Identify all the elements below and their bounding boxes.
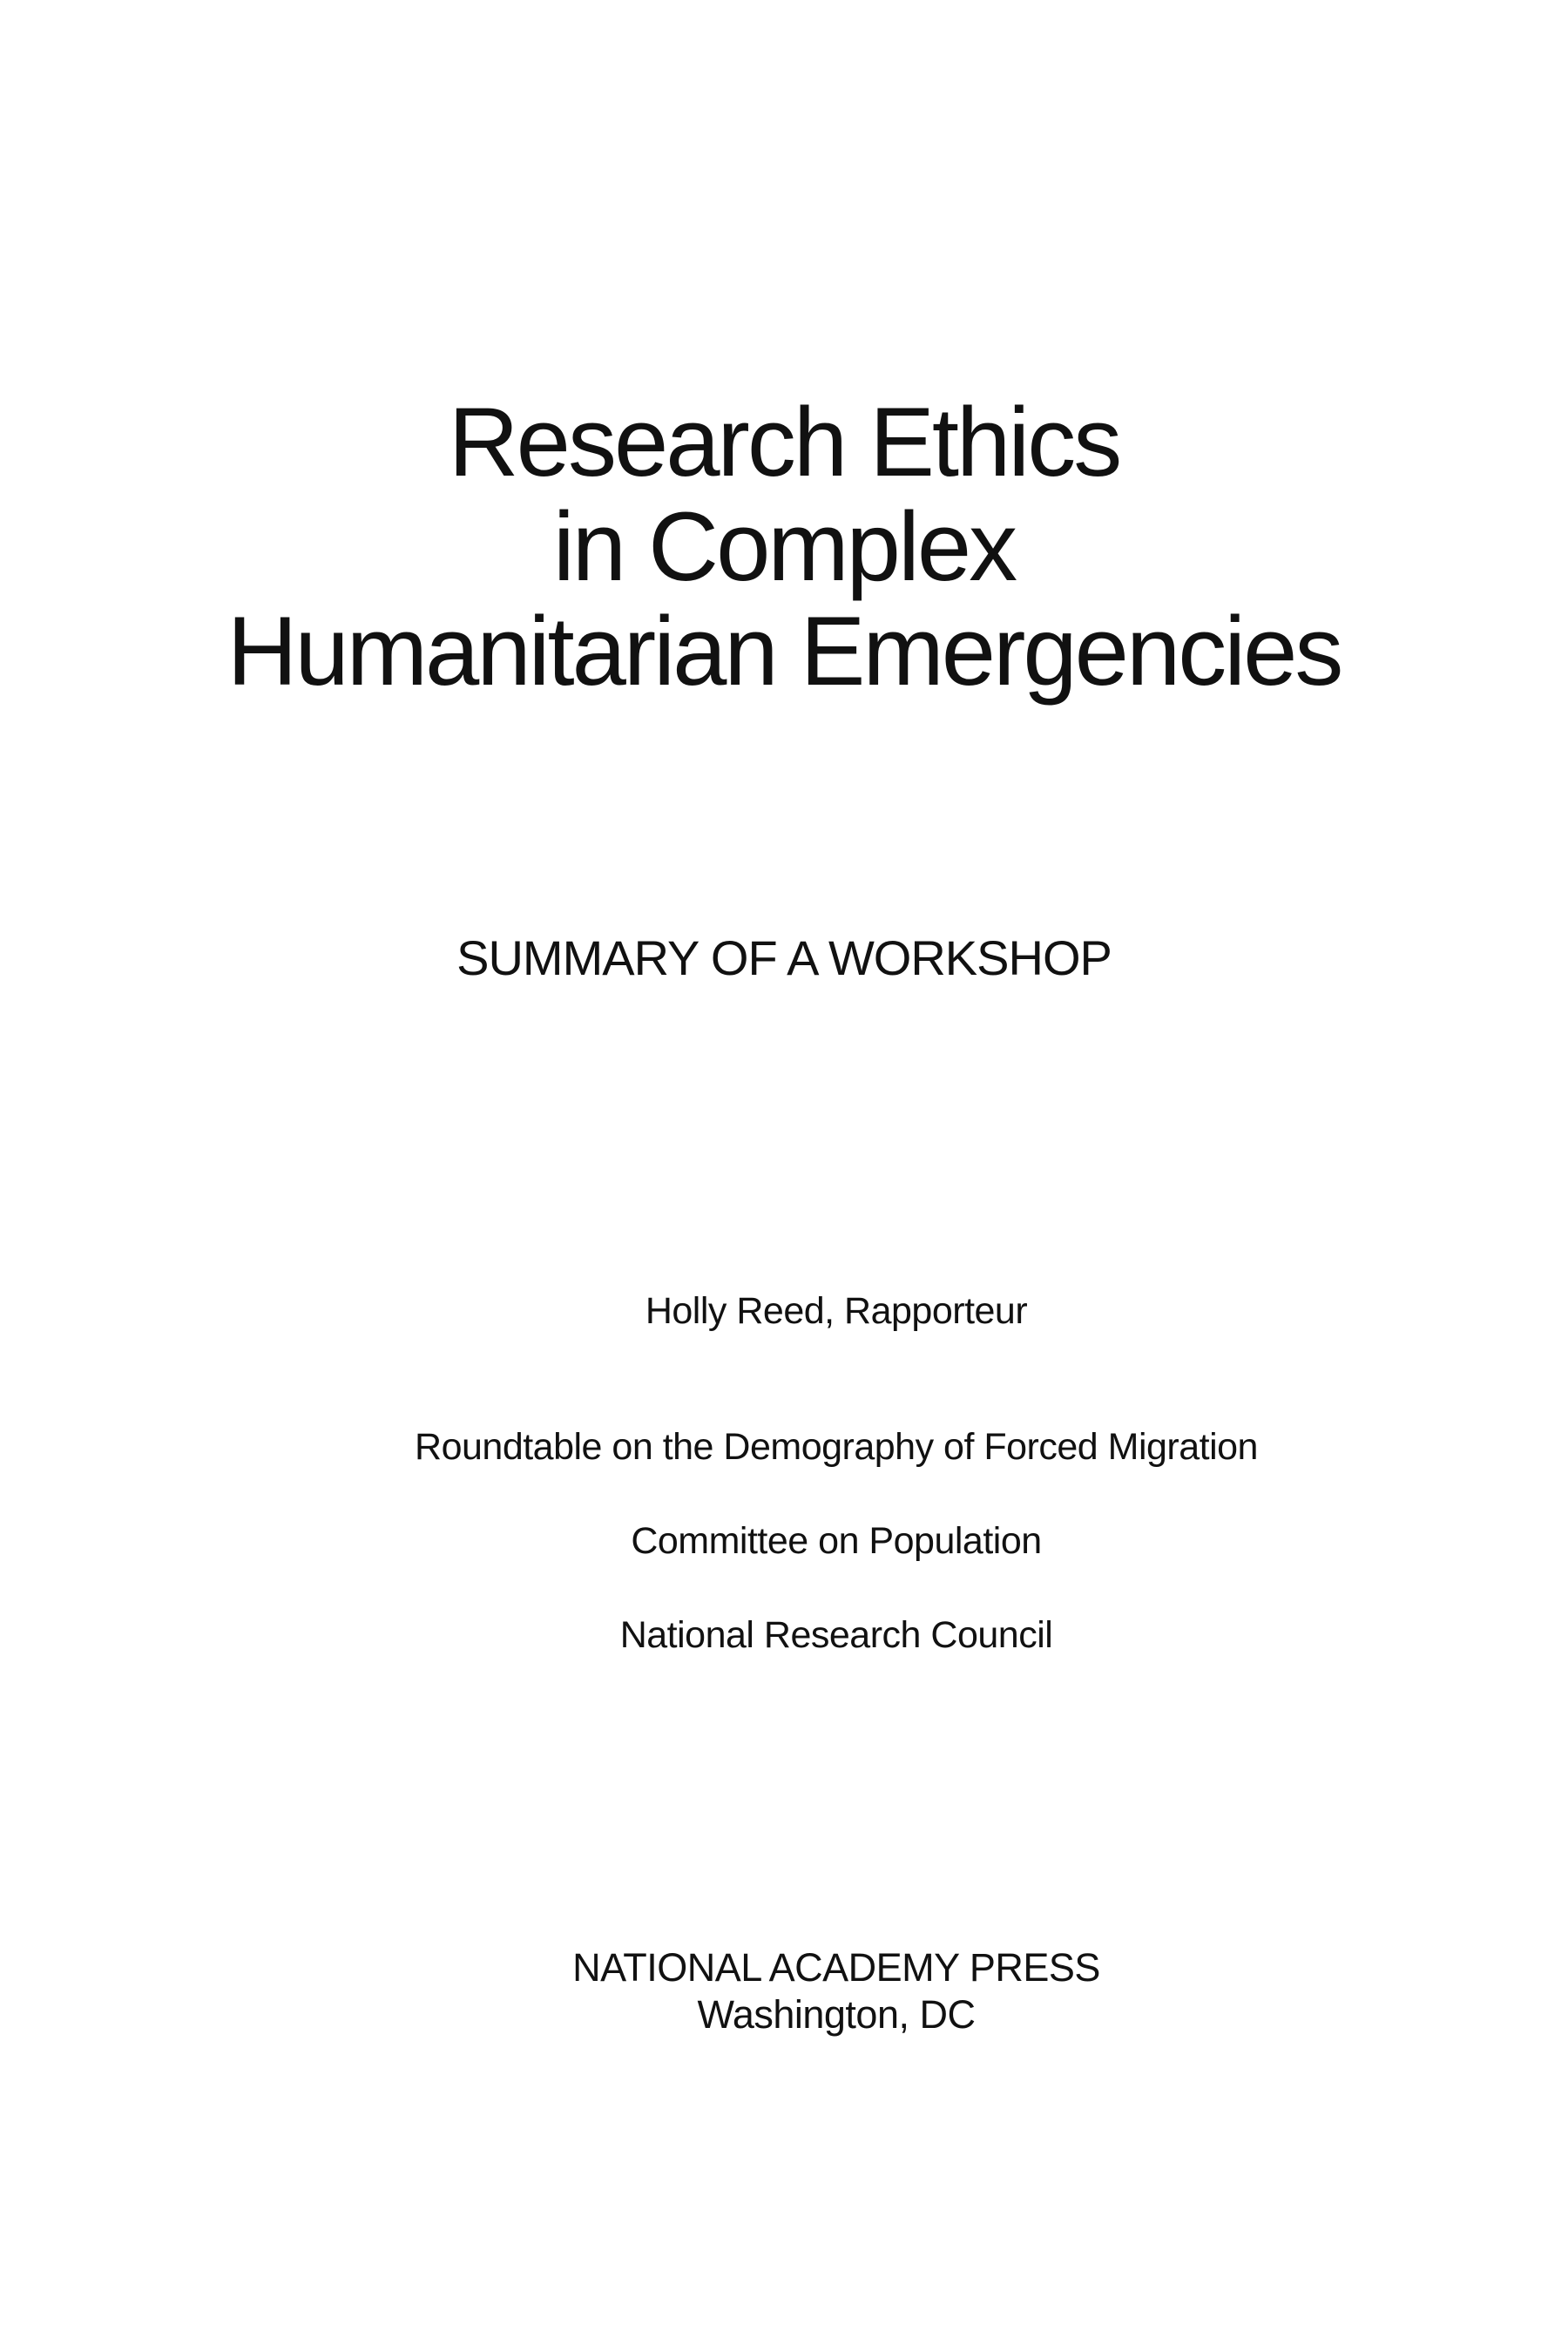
council-credit: National Research Council: [619, 1614, 1053, 1656]
title-line-1: Research Ethics: [448, 388, 1120, 497]
book-subtitle: SUMMARY OF A WORKSHOP: [456, 930, 1112, 985]
title-line-2: in Complex: [552, 492, 1016, 601]
publisher-name: NATIONAL ACADEMY PRESS: [572, 1945, 1100, 1990]
book-title: [0, 390, 1568, 704]
publisher-imprint: [52, 1944, 1568, 2038]
title-line-3: Humanitarian Emergencies: [226, 597, 1342, 706]
roundtable-credit: Roundtable on the Demography of Forced Migration: [415, 1426, 1258, 1468]
rapporteur-credit: Holly Reed, Rapporteur: [645, 1290, 1028, 1332]
publisher-location: Washington, DC: [697, 1992, 976, 2037]
committee-credit: Committee on Population: [631, 1520, 1042, 1562]
